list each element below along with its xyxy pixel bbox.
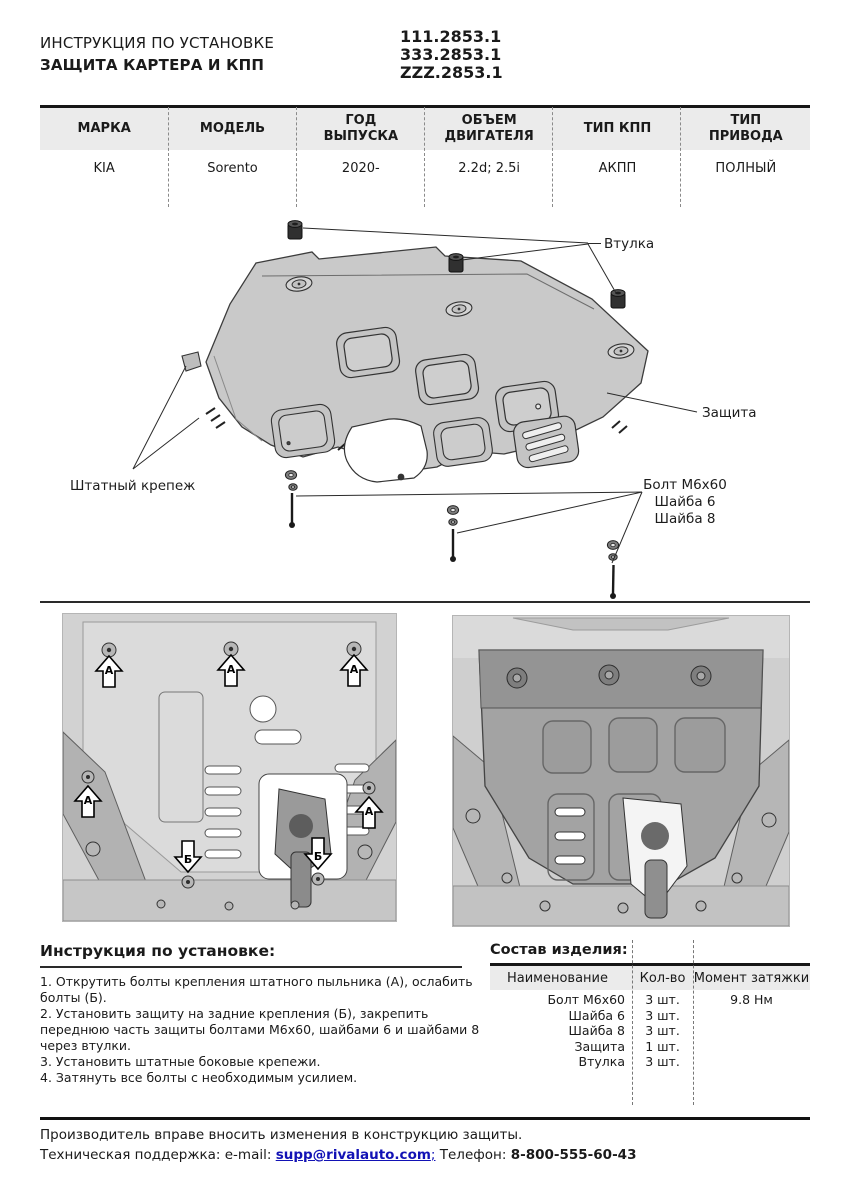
cell-year: 2020- [341,161,380,176]
table-dashed-separator [168,107,169,207]
table-dashed-separator [424,107,425,207]
table-dashed-separator [296,107,297,207]
col-header-drive: ТИП ПРИВОДА [708,113,783,144]
support-email-link[interactable]: supp@rivalauto.com [275,1147,431,1163]
instruction-step-4: 4. Затянуть все болты с необходимым усилием. [40,1070,358,1085]
col-header-gearbox: ТИП КПП [583,121,652,136]
footer-support-line [40,1147,636,1163]
footer-divider [40,1117,810,1120]
parts-row: Втулка 3 шт. [578,1054,680,1069]
support-prefix: Техническая поддержка: e-mail: [40,1147,276,1163]
svg-text:Б: Б [183,853,193,866]
cell-drive: ПОЛНЫЙ [715,161,777,176]
svg-text:А: А [349,663,359,676]
parts-col-qty: Кол-во [639,970,686,986]
parts-table-header [490,966,810,990]
section-divider [40,601,810,603]
exploded-view-diagram [0,212,848,602]
parts-table-heading: Состав изделия: [490,942,628,958]
parts-row: Шайба 8 3 шт. [568,1023,680,1038]
bolt-kit-1 [285,471,297,528]
cell-brand: KIA [93,161,115,176]
bushing-3 [611,290,625,308]
col-header-model: МОДЕЛЬ [199,121,266,136]
svg-text:А: А [83,794,93,807]
instruction-step-3: 3. Установить штатные боковые крепежи. [40,1054,321,1069]
col-header-engine: ОБЪЕМ ДВИГАТЕЛЯ [444,113,534,144]
instruction-step-1: 1. Открутить болты крепления штатного пыльника (А), ослабить болты (Б). [40,974,473,1005]
cell-model: Sorento [207,161,258,176]
instructions-underline [40,966,462,968]
phone-label: Телефон: [435,1147,511,1163]
parts-col-name: Наименование [506,970,609,986]
part-number-2: 333.2853.1 [400,45,502,64]
label-bushing: Втулка [604,236,655,252]
link-separator: ; [430,1147,436,1163]
part-number-1: 111.2853.1 [400,27,502,46]
label-stock-fastener: Штатный крепеж [70,478,196,494]
instructions-list [40,974,482,1086]
footer-disclaimer: Производитель вправе вносить изменения в конструкцию защиты. [40,1127,523,1143]
cell-gearbox: АКПП [598,161,637,176]
col-header-year: ГОД ВЫПУСКА [323,113,399,144]
label-plate: Защита [702,405,757,421]
parts-table-dashed-separator [693,940,694,1105]
cell-engine: 2.2d; 2.5i [458,161,521,176]
photo-stock-underbody [62,613,397,922]
table-dashed-separator [552,107,553,207]
instructions-heading: Инструкция по установке: [40,942,276,960]
doc-title-line2: ЗАЩИТА КАРТЕРА И КПП [40,56,265,74]
photo-installed-plate [452,615,790,927]
svg-text:А: А [104,664,114,677]
skid-plate-drawing [182,247,648,482]
label-washer6: Шайба 6 [654,494,716,510]
table-dashed-separator [680,107,681,207]
svg-text:Б: Б [313,850,323,863]
doc-title-line1: ИНСТРУКЦИЯ ПО УСТАНОВКЕ [40,34,275,52]
parts-col-torque: Момент затяжки [693,970,810,986]
bushing-1 [288,221,302,239]
vehicle-table-header [40,108,810,150]
vehicle-table-row [40,150,810,188]
bolt-kit-3 [607,541,618,599]
support-phone: 8-800-555-60-43 [510,1147,637,1163]
label-bolt: Болт М6х60 [643,477,727,493]
part-number-3: ZZZ.2853.1 [400,63,503,82]
parts-row: Болт М6х60 3 шт. 9.8 Нм [547,992,773,1007]
parts-row: Защита 1 шт. [574,1038,680,1054]
bushing-2 [449,254,463,272]
parts-table-rows [490,992,810,1070]
part-numbers [400,28,503,82]
col-header-brand: МАРКА [77,121,131,136]
svg-text:А: А [364,805,374,818]
bolt-washer-kits [285,471,618,599]
parts-row: Шайба 6 3 шт. [568,1007,680,1023]
bolt-kit-2 [447,506,458,562]
label-washer8: Шайба 8 [654,511,716,527]
parts-table-dashed-separator [632,940,633,1105]
instruction-step-2: 2. Установить защиту на задние крепления (Б), закрепить переднюю часть защиты болтами М6х60, шайбами 6 и шайбами 8 через втулки. [40,1006,480,1053]
svg-text:А: А [226,663,236,676]
